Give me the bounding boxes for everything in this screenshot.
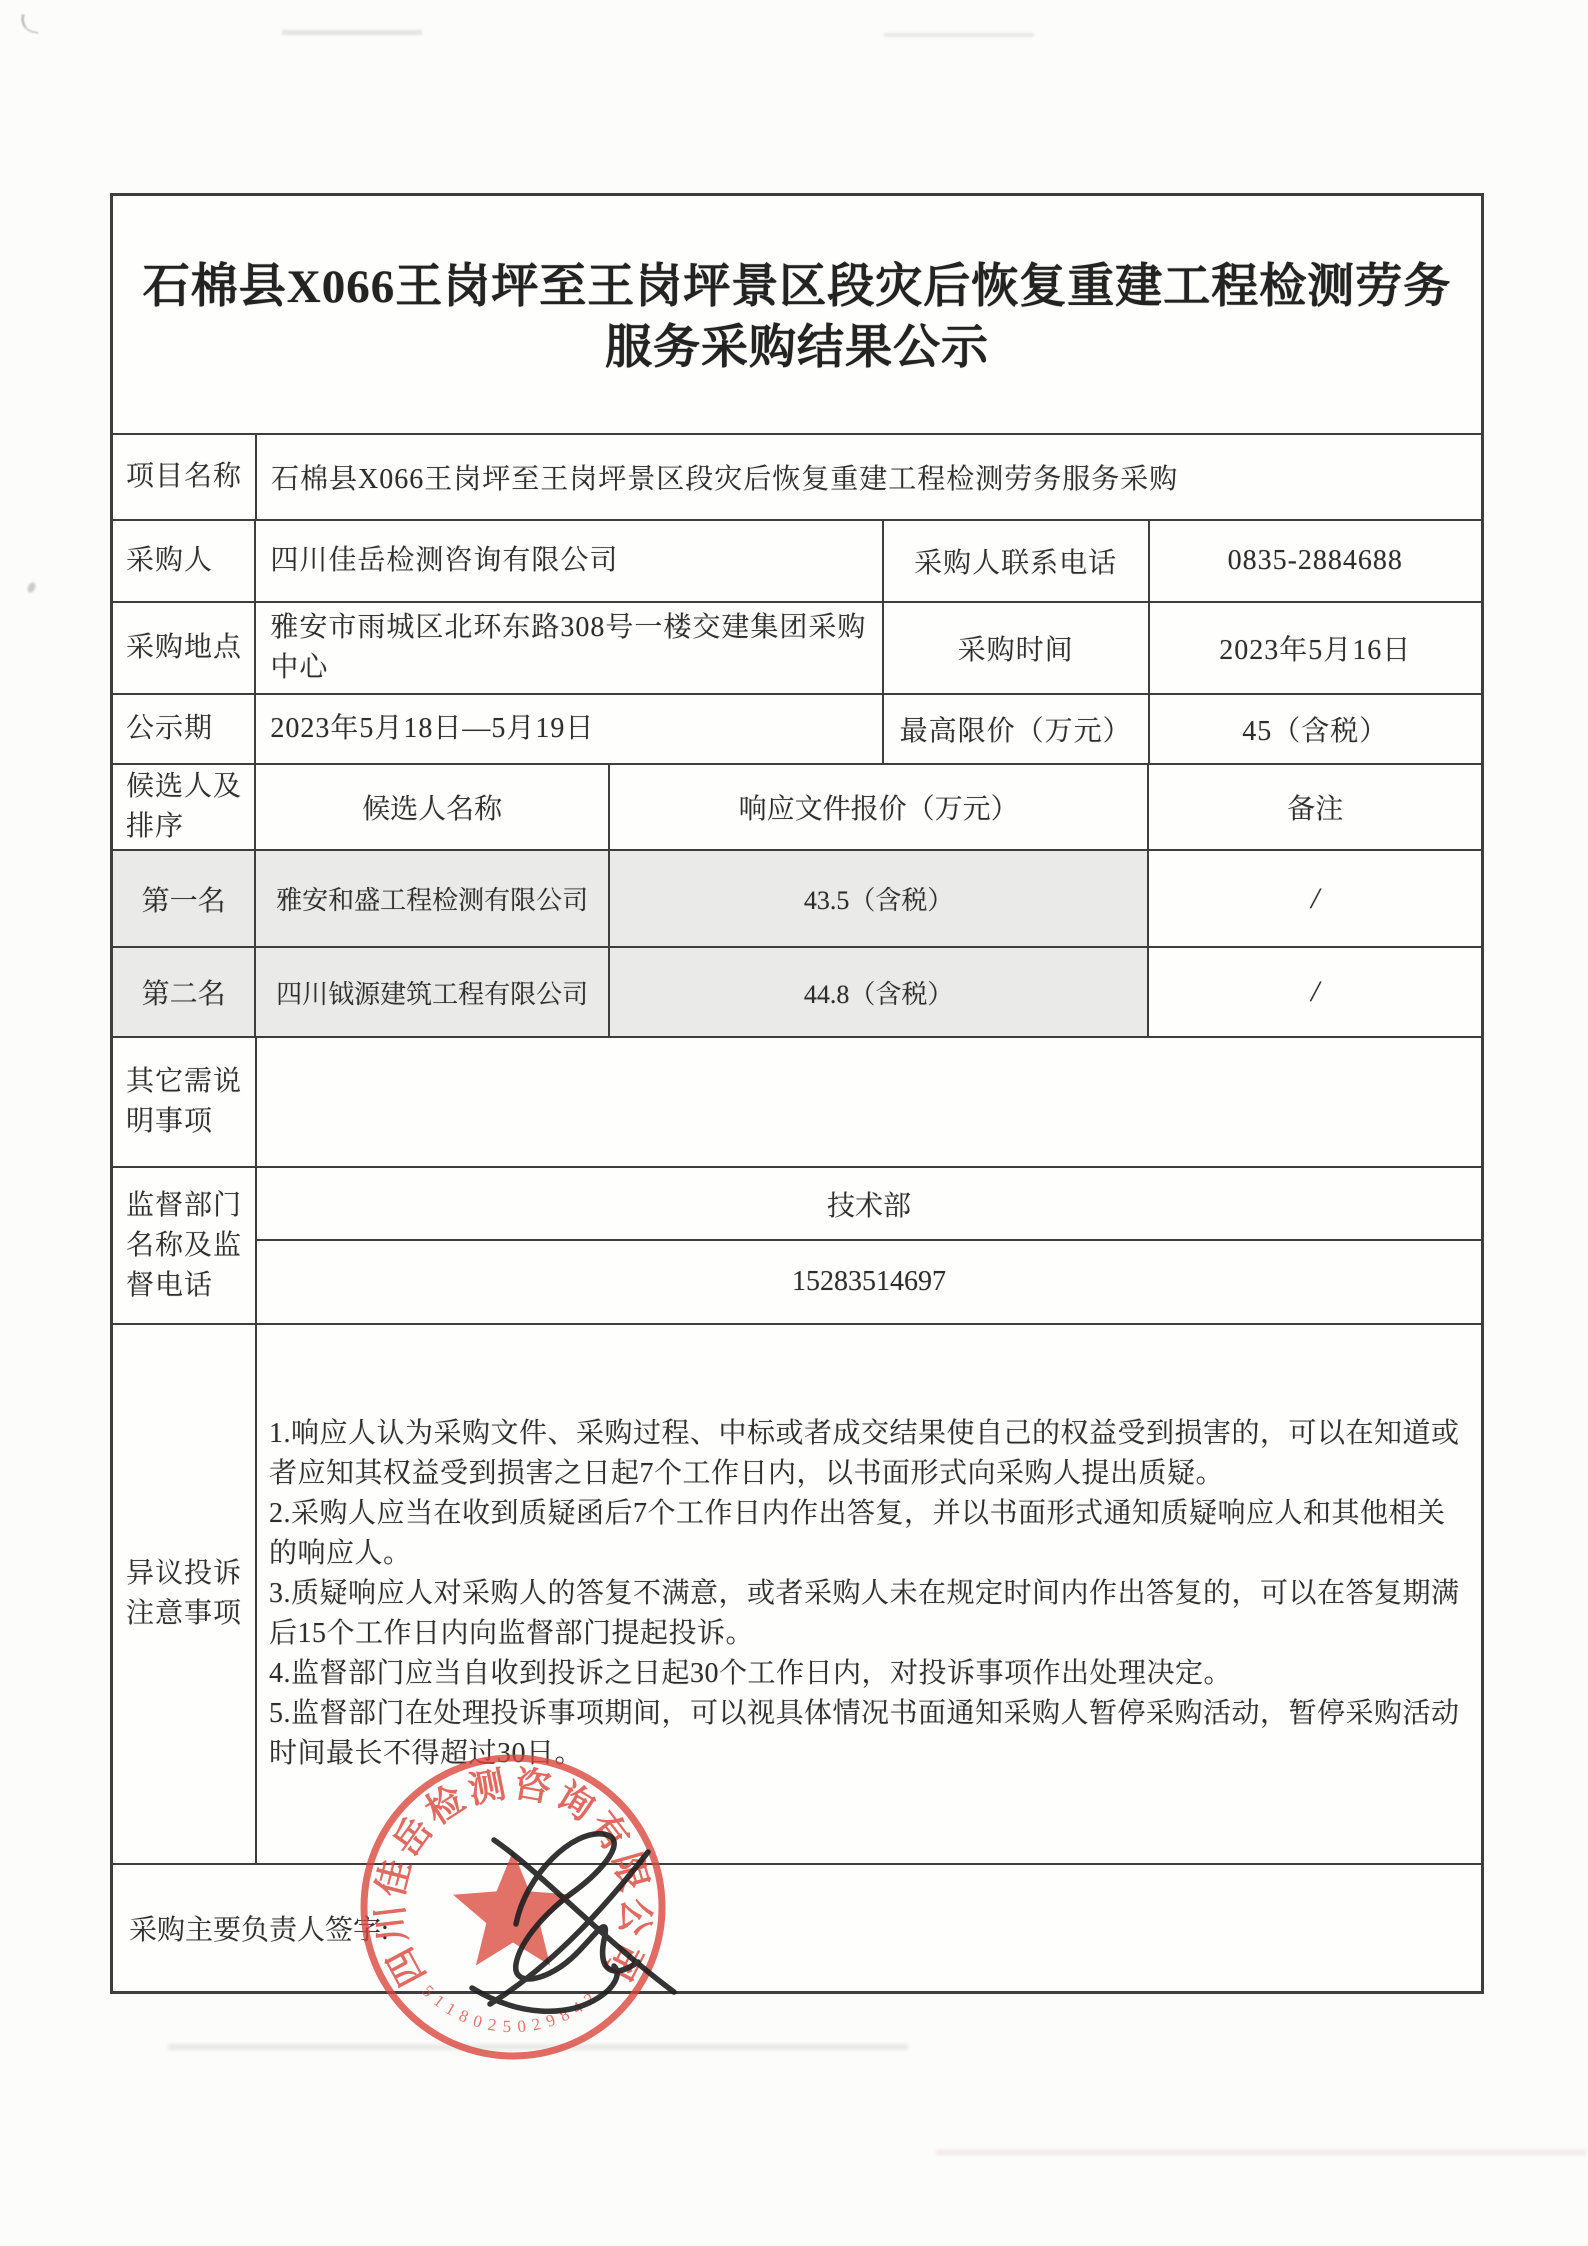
publicity-period-label: 公示期 [113,695,256,763]
objection-item: 2.采购人应当在收到质疑函后7个工作日内作出答复，并以书面形式通知质疑响应人和其他相关的响应人。 [269,1498,1446,1569]
candidate-2-name: 四川钺源建筑工程有限公司 [256,948,609,1036]
location-label: 采购地点 [113,603,256,693]
candidates-header-row [113,765,1481,851]
project-name-value: 石棉县X066王岗坪至王岗坪景区段灾后恢复重建工程检测劳务服务采购 [271,464,1179,495]
candidate-2-price: 44.8（含税） [610,948,1150,1036]
row-signature [113,1865,1481,1991]
scan-artifact [936,2150,1586,2155]
objection-item: 1.响应人认为采购文件、采购过程、中标或者成交结果使自己的权益受到损害的，可以在知道或者应知其权益受到损害之日起7个工作日内，以书面形式向采购人提出质疑。 [269,1418,1460,1489]
candidate-row-2 [113,948,1481,1038]
supervision-content [257,1168,1481,1323]
title-block [113,196,1481,435]
purchaser-phone-value: 0835-2884688 [1227,545,1403,576]
row-publicity-period [113,695,1481,765]
stamp-number-text: 5118025029842 [418,1981,605,2037]
row-other-notes [113,1038,1481,1168]
purchase-time-value: 2023年5月16日 [1219,635,1412,666]
candidates-name-header: 候选人名称 [256,765,609,849]
candidate-2-remark: / [1311,975,1320,1008]
signature-label: 采购主要负责人签字: [129,1915,389,1946]
row-project-name [113,435,1481,521]
supervision-label: 监督部门名称及监督电话 [113,1168,257,1323]
signature-handwriting [398,1812,728,2027]
publicity-period-value: 2023年5月18日—5月19日 [256,695,883,763]
objection-label: 异议投诉注意事项 [113,1325,257,1863]
page-title: 石棉县X066王岗坪至王岗坪景区段灾后恢复重建工程检测劳务 [142,260,1452,313]
objection-item: 5.监督部门在处理投诉事项期间，可以视具体情况书面通知采购人暂停采购活动，暂停采购活动时间最长不得超过30日。 [269,1698,1460,1769]
candidate-2-rank: 第二名 [113,948,256,1036]
candidates-rank-header: 候选人及排序 [113,765,256,849]
candidates-price-header: 响应文件报价（万元） [610,765,1150,849]
max-price-label: 最高限价（万元） [884,695,1150,763]
candidates-remark-header: 备注 [1287,794,1344,825]
purchaser-label: 采购人 [113,521,256,601]
scan-artifact [26,581,37,594]
other-notes-value [257,1038,1481,1166]
objection-item: 4.监督部门应当自收到投诉之日起30个工作日内，对投诉事项作出处理决定。 [269,1658,1233,1689]
location-value: 雅安市雨城区北环东路308号一楼交建集团采购中心 [256,603,883,693]
candidate-1-rank: 第一名 [113,851,256,946]
purchaser-value: 四川佳岳检测咨询有限公司 [256,521,883,601]
scan-artifact [19,14,42,34]
stamp-company-text: 四川佳岳检测咨询有限公司 [369,1763,657,1993]
scan-artifact [884,33,1034,37]
row-supervision [113,1168,1481,1325]
announcement-table [110,193,1484,1994]
purchase-time-label: 采购时间 [884,603,1150,693]
row-location [113,603,1481,695]
candidate-1-price: 43.5（含税） [610,851,1150,946]
supervision-department: 技术部 [257,1168,1481,1241]
supervision-phone: 15283514697 [792,1266,946,1297]
page-title-line2: 服务采购结果公示 [605,321,989,374]
purchaser-phone-label: 采购人联系电话 [884,521,1150,601]
max-price-value: 45（含税） [1242,716,1389,747]
scan-artifact [282,30,422,35]
objection-item: 3.质疑响应人对采购人的答复不满意，或者采购人未在规定时间内作出答复的，可以在答复期满后15个工作日内向监督部门提起投诉。 [269,1578,1460,1649]
row-purchaser [113,521,1481,603]
candidate-row-1 [113,851,1481,948]
candidate-1-remark: / [1311,881,1320,915]
project-name-label: 项目名称 [113,435,257,519]
candidate-1-name: 雅安和盛工程检测有限公司 [256,851,609,946]
other-notes-label: 其它需说明事项 [113,1038,257,1166]
row-objection-notes [113,1325,1481,1865]
